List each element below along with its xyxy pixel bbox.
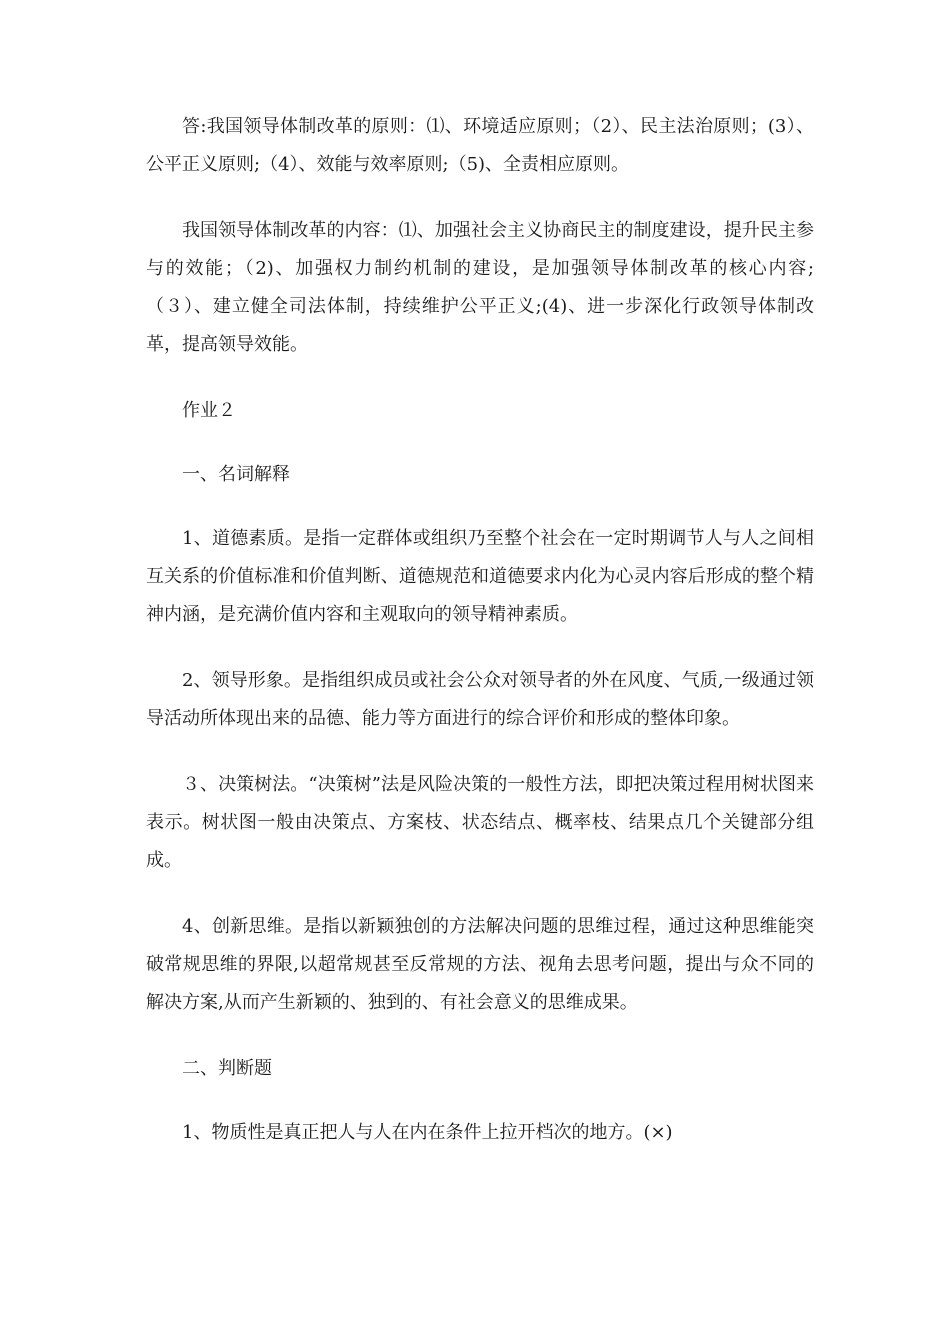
answer-content-paragraph: 我国领导体制改革的内容：⑴、加强社会主义协商民主的制度建设，提升民主参与的效能；（2)、加强权力制约机制的建设，是加强领导体制改革的核心内容;（３）、建立健全司法体制，持续维护公平正义;(4)、进一步深化行政领导体制改革，提高领导效能。: [146, 220, 814, 355]
document-body: [146, 108, 814, 1180]
term-decision-tree: ３、决策树法。“决策树”法是风险决策的一般性方法，即把决策过程用树状图来表示。树状图一般由决策点、方案枝、状态结点、概率枝、结果点几个关键部分组成。: [146, 774, 814, 871]
section-heading-terms: 一、名词解释: [182, 464, 290, 485]
judgment-item-1: 1、物质性是真正把人与人在内在条件上拉开档次的地方。(×): [182, 1122, 673, 1143]
section-heading-judgment: 二、判断题: [182, 1058, 272, 1079]
term-innovative-thinking: 4、创新思维。是指以新颖独创的方法解决问题的思维过程，通过这种思维能突破常规思维的界限,以超常规甚至反常规的方法、视角去思考问题，提出与众不同的解决方案,从而产生新颖的、独到的、有社会意义的思维成果。: [146, 916, 814, 1013]
term-leadership-image: 2、领导形象。是指组织成员或社会公众对领导者的外在风度、气质,一级通过领导活动所体现出来的品德、能力等方面进行的综合评价和形成的整体印象。: [146, 670, 814, 729]
term-moral-quality: 1、道德素质。是指一定群体或组织乃至整个社会在一定时期调节人与人之间相互关系的价值标准和价值判断、道德规范和道德要求内化为心灵内容后形成的整个精神内涵，是充满价值内容和主观取向的领导精神素质。: [146, 528, 814, 625]
answer-principles-paragraph: 答:我国领导体制改革的原则：⑴、环境适应原则；（2）、民主法治原则；(3）、公平正义原则;（4）、效能与效率原则;（5)、全责相应原则。: [146, 116, 814, 175]
assignment-heading: 作业２: [182, 400, 236, 421]
